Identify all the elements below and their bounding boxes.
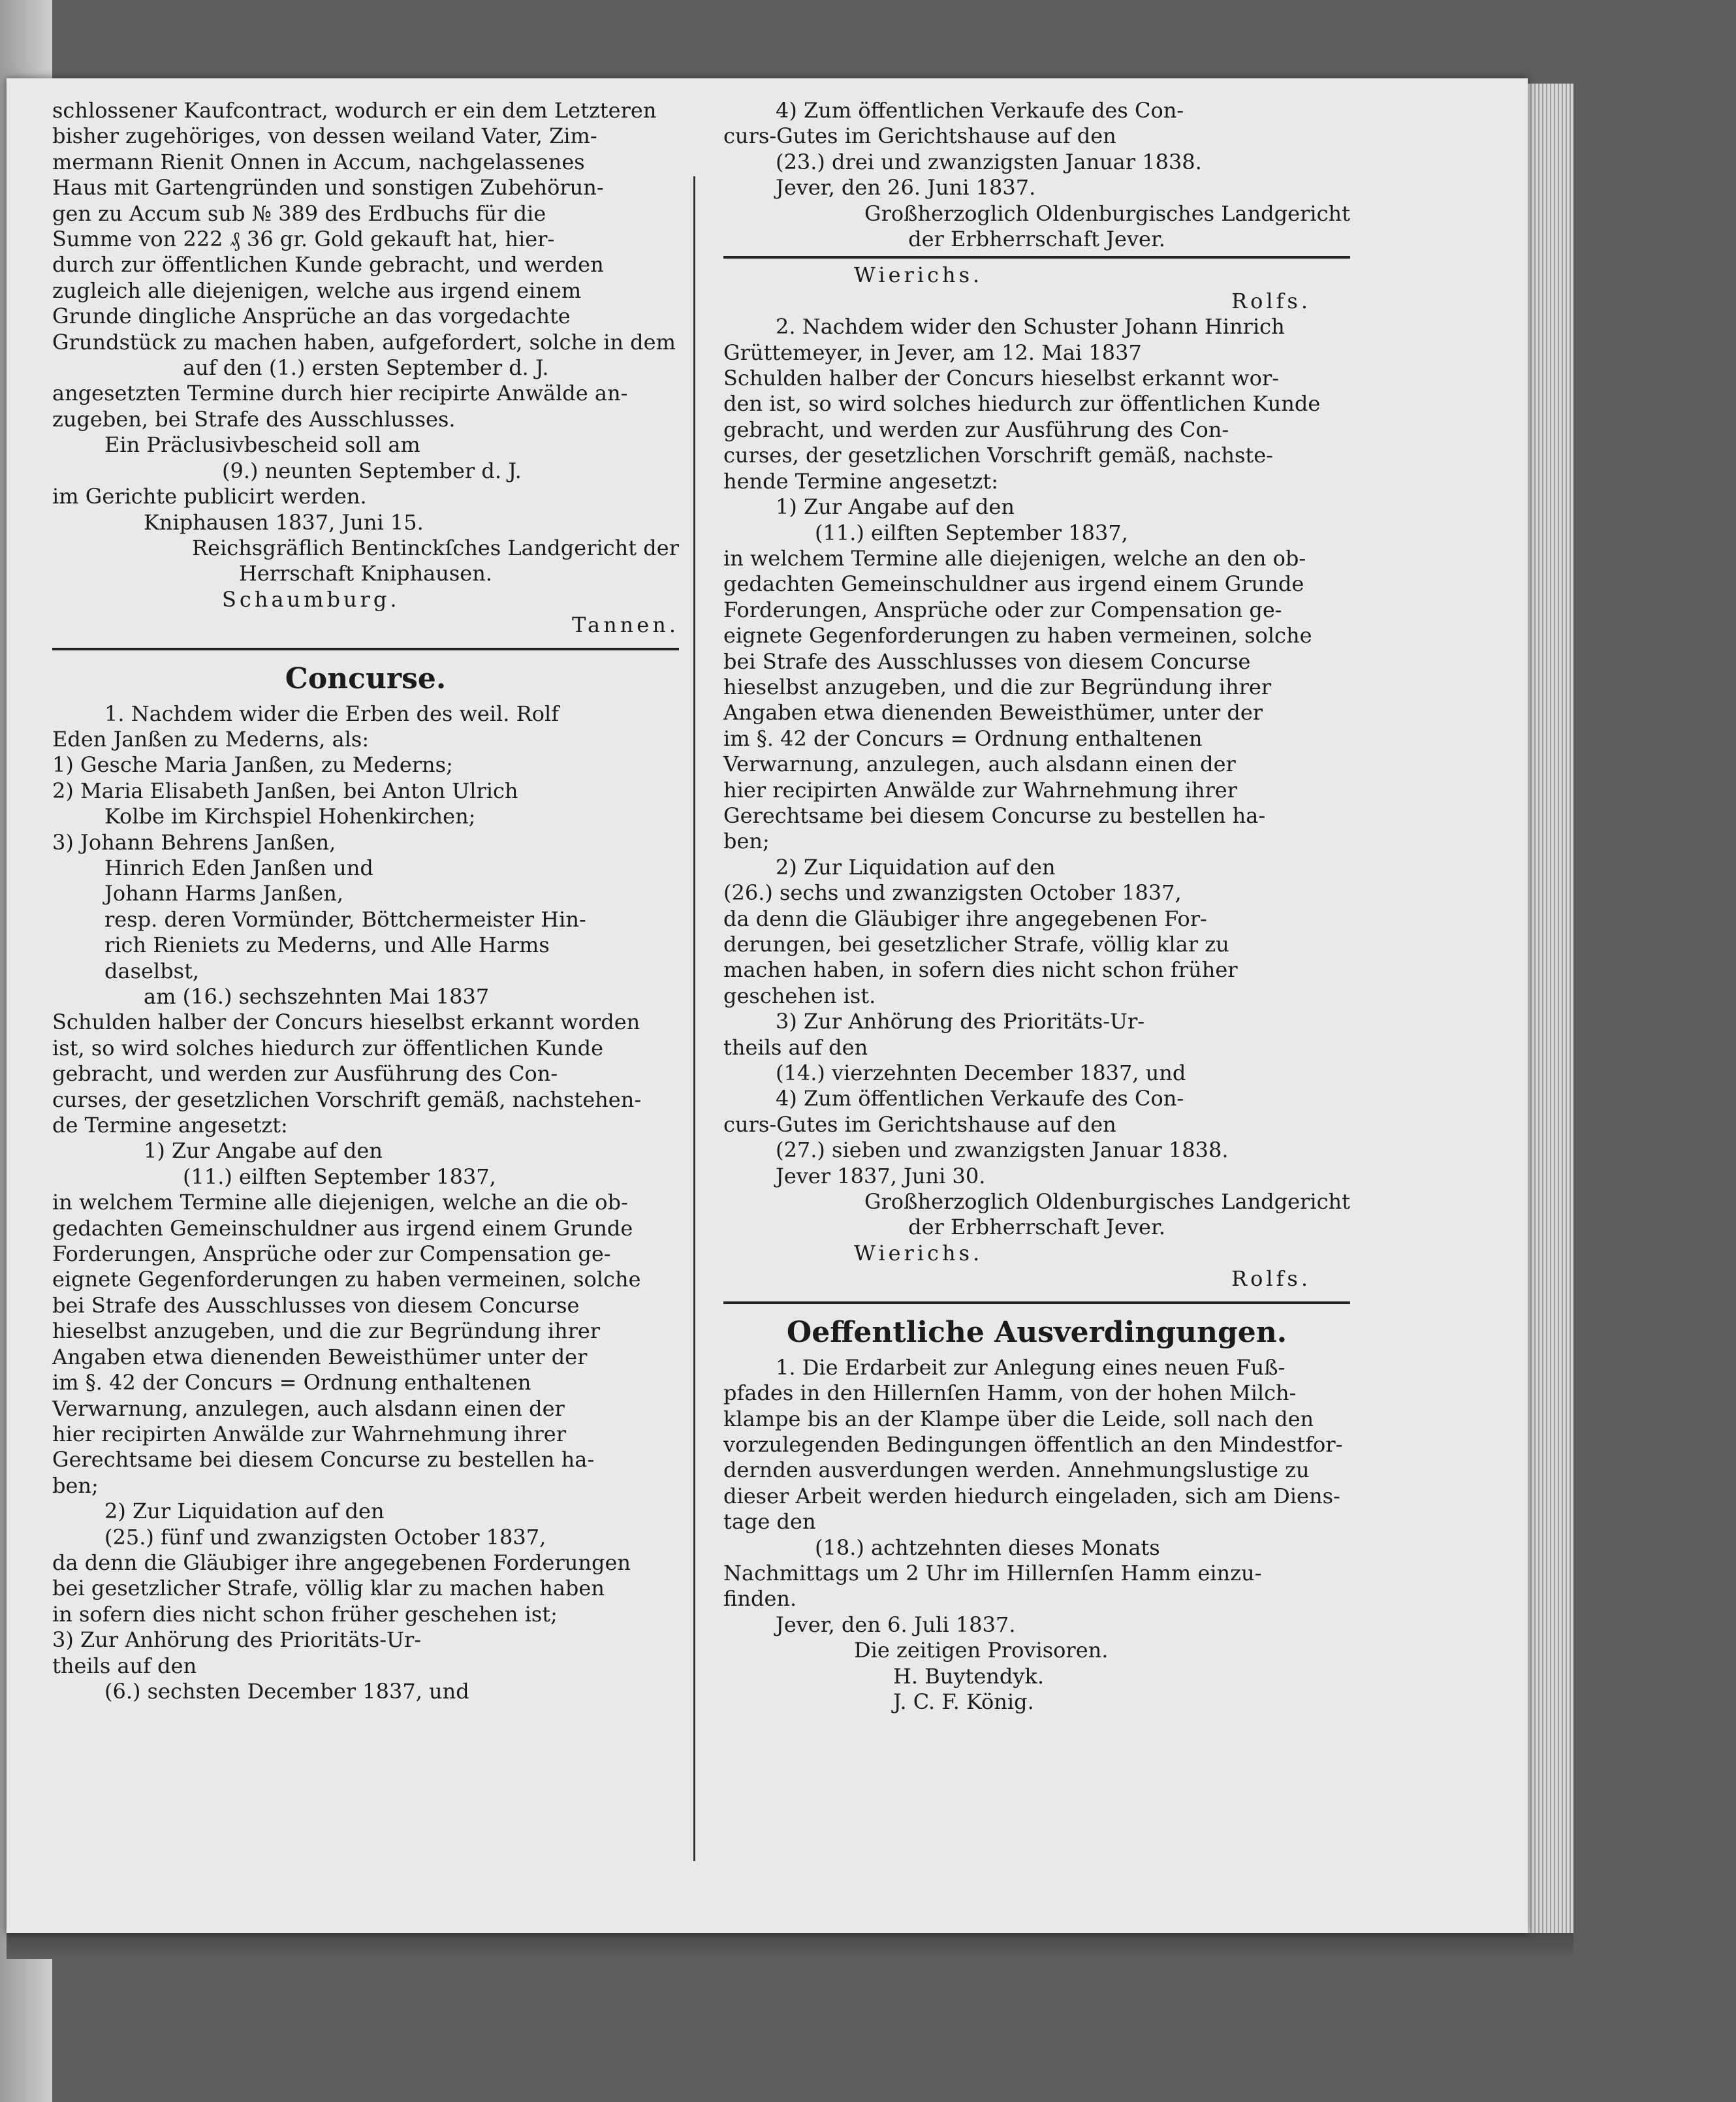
text-line: 1. Nachdem wider die Erben des weil. Rolf	[104, 701, 560, 726]
text-line: pfades in den Hillernſen Hamm, von der hohen Milch-	[723, 1380, 1297, 1406]
court-name: der Erbherrschaft Jever.	[908, 1215, 1165, 1240]
text-line: curses, der gesetzlichen Vorschrift gemäß, nachstehen-	[52, 1087, 642, 1112]
text-line: curs-Gutes im Gerichtshause auf den	[723, 1111, 1116, 1137]
text-line: in welchem Termine alle diejenigen, welche an die ob-	[52, 1190, 628, 1215]
text-line: bei gesetzlicher Strafe, völlig klar zu machen haben	[52, 1576, 605, 1601]
column-divider	[693, 176, 695, 1861]
court-name: der Erbherrschaft Jever.	[908, 227, 1165, 252]
date-line: (23.) drei und zwanzigsten Januar 1838.	[776, 149, 1202, 174]
text-line: mermann Rienit Onnen in Accum, nachgelassenes	[52, 149, 585, 174]
place-date: Kniphausen 1837, Juni 15.	[144, 509, 424, 535]
text-line: hieselbst anzugeben, und die zur Begründung ihrer	[52, 1318, 601, 1344]
term-label: 2) Zur Liquidation auf den	[104, 1499, 385, 1524]
text-line: da denn die Gläubiger ihre angegebenen For-	[723, 906, 1207, 931]
date-line: (11.) eilften September 1837,	[815, 520, 1128, 545]
text-line: hier recipirten Anwälde zur Wahrnehmung ihrer	[52, 1421, 567, 1446]
text-line: finden.	[723, 1586, 797, 1612]
text-line: bisher zugehöriges, von dessen weiland Vater, Zim-	[52, 123, 597, 149]
heir-line: daselbst,	[104, 958, 200, 983]
text-line: gedachten Gemeinschuldner aus irgend einem Grunde	[723, 571, 1304, 597]
court-name: Großherzoglich Oldenburgisches Landgericht	[864, 200, 1350, 226]
section-rule	[723, 1301, 1350, 1304]
text-line: Grunde dingliche Ansprüche an das vorgedachte	[52, 304, 571, 329]
text-line: de Termine angesetzt:	[52, 1113, 288, 1138]
signer-name: J. C. F. König.	[893, 1689, 1034, 1714]
text-line: ben;	[723, 829, 770, 854]
text-line: da denn die Gläubiger ihre angegebenen Forderungen	[52, 1550, 631, 1575]
text-line: Gerechtsame bei diesem Concurse zu bestellen ha-	[52, 1447, 595, 1473]
text-line: den ist, so wird solches hiedurch zur öffentlichen Kunde	[723, 391, 1321, 417]
book-page-edges	[1528, 84, 1573, 1933]
heir-line: resp. deren Vormünder, Böttchermeister Hin-	[104, 906, 586, 932]
date-line: (26.) sechs und zwanzigsten October 1837,	[723, 880, 1182, 906]
heir-line: Kolbe im Kirchspiel Hohenkirchen;	[104, 804, 476, 829]
text-line: Ein Präclusivbescheid soll am	[104, 432, 420, 458]
term-label: 3) Zur Anhörung des Prioritäts-Ur-	[52, 1627, 422, 1653]
text-line: Forderungen, Ansprüche oder zur Compensation ge-	[52, 1241, 611, 1267]
section-rule	[52, 648, 679, 650]
text-line: gedachten Gemeinschuldner aus irgend einem Grunde	[52, 1215, 633, 1241]
text-line: Grüttemeyer, in Jever, am 12. Mai 1837	[723, 340, 1142, 365]
term-label: 4) Zum öffentlichen Verkaufe des Con-	[776, 1086, 1184, 1111]
official-signature: Wierichs.	[854, 1240, 983, 1266]
text-line: Forderungen, Ansprüche oder zur Compensation ge-	[723, 597, 1282, 622]
signers-title: Die zeitigen Provisoren.	[854, 1638, 1109, 1663]
place-date: Jever, den 6. Juli 1837.	[776, 1612, 1016, 1637]
date-line: (6.) sechsten December 1837, und	[104, 1678, 469, 1704]
date-line: (27.) sieben und zwanzigsten Januar 1838.	[776, 1138, 1229, 1163]
text-line: Schulden halber der Concurs hieselbst erkannt worden	[52, 1010, 640, 1035]
text-line: gen zu Accum sub № 389 des Erdbuchs für die	[52, 200, 546, 226]
scan-bottom-shadow	[7, 1933, 1573, 1959]
text-line: Schulden halber der Concurs hieselbst erkannt wor-	[723, 366, 1280, 391]
text-line: angesetzten Termine durch hier recipirte Anwälde an-	[52, 381, 628, 406]
text-line: in welchem Termine alle diejenigen, welche an den ob-	[723, 545, 1306, 571]
text-line: machen haben, in sofern dies nicht schon früher	[723, 957, 1238, 983]
text-line: derungen, bei gesetzlicher Strafe, völlig klar zu	[723, 932, 1229, 957]
text-line: hieselbst anzugeben, und die zur Begründung ihrer	[723, 674, 1272, 699]
date-line: (11.) eilften September 1837,	[183, 1164, 496, 1189]
text-line: gebracht, und werden zur Ausführung des Con-	[52, 1061, 558, 1087]
heir-line: Hinrich Eden Janßen und	[104, 855, 373, 880]
date-line: (25.) fünf und zwanzigsten October 1837,	[104, 1524, 546, 1550]
text-line: Verwarnung, anzulegen, auch alsdann einen der	[52, 1395, 565, 1421]
notice-concurs-1	[52, 701, 679, 1705]
text-line: dieser Arbeit werden hiedurch eingeladen, sich am Diens-	[723, 1483, 1340, 1508]
term-label: 1) Zur Angabe auf den	[776, 494, 1015, 520]
heir-line: 2) Maria Elisabeth Janßen, bei Anton Ulrich	[52, 778, 518, 803]
notice-kaufcontract	[52, 98, 679, 639]
text-line: durch zur öffentlichen Kunde gebracht, und werden	[52, 252, 604, 278]
text-line: bei Strafe des Ausschlusses von diesem Concurse	[723, 648, 1251, 674]
date-line: (14.) vierzehnten December 1837, und	[776, 1060, 1186, 1086]
text-line: hier recipirten Anwälde zur Wahrnehmung ihrer	[723, 777, 1238, 803]
text-line: dernden ausverdungen werden. Annehmungslustige zu	[723, 1457, 1310, 1483]
text-line: im §. 42 der Concurs = Ordnung enthaltenen	[52, 1370, 531, 1395]
text-line: Gerechtsame bei diesem Concurse zu bestellen ha-	[723, 803, 1266, 828]
text-line: geschehen ist.	[723, 983, 876, 1008]
term-label: 3) Zur Anhörung des Prioritäts-Ur-	[776, 1009, 1145, 1034]
text-line: eignete Gegenforderungen zu haben vermeinen, solche	[52, 1267, 641, 1292]
text-line: Verwarnung, anzulegen, auch alsdann einen der	[723, 752, 1236, 777]
text-line: tage den	[723, 1509, 816, 1535]
date-line: auf den (1.) ersten September d. J.	[183, 355, 549, 381]
text-line: ben;	[52, 1473, 99, 1498]
place-date: Jever 1837, Juni 30.	[776, 1163, 986, 1188]
term-label: 2) Zur Liquidation auf den	[776, 854, 1056, 880]
notice-concurs-2	[723, 314, 1350, 1292]
text-line: Grundstück zu machen haben, aufgefordert, solche in dem	[52, 329, 676, 355]
court-name: Großherzoglich Oldenburgisches Landgericht	[864, 1189, 1350, 1215]
text-line: Summe von 222 ₰ 36 gr. Gold gekauft hat, hier-	[52, 227, 555, 252]
text-line: theils auf den	[723, 1034, 868, 1060]
official-signature: Tannen.	[572, 613, 679, 638]
text-line: eignete Gegenforderungen zu haben vermeinen, solche	[723, 623, 1312, 648]
court-name: Reichsgräflich Bentinckſches Landgericht der	[192, 535, 679, 560]
text-line: Haus mit Gartengründen und sonstigen Zubehörun-	[52, 175, 604, 200]
text-line: zugeben, bei Strafe des Ausschlusses.	[52, 406, 456, 432]
heir-line: Johann Harms Janßen,	[104, 881, 343, 906]
official-signature: Rolfs.	[1231, 288, 1311, 313]
text-line: gebracht, und werden zur Ausführung des Con-	[723, 417, 1229, 442]
notice-concurs-1-cont	[723, 98, 1350, 252]
text-line: schlossener Kaufcontract, wodurch er ein dem Letzteren	[52, 98, 657, 123]
date-line: (9.) neunten September d. J.	[222, 458, 522, 483]
text-line: 1. Die Erdarbeit zur Anlegung eines neuen Fuß-	[776, 1354, 1286, 1380]
text-line: Angaben etwa dienenden Beweisthümer unter der	[52, 1344, 588, 1369]
text-line: bei Strafe des Ausschlusses von diesem Concurse	[52, 1292, 580, 1318]
official-signature: Rolfs.	[1231, 1266, 1311, 1292]
heir-line: 1) Gesche Maria Janßen, zu Mederns;	[52, 752, 453, 778]
heir-line: 3) Johann Behrens Janßen,	[52, 829, 336, 855]
term-label: 4) Zum öffentlichen Verkaufe des Con-	[776, 98, 1184, 123]
date-line: am (16.) sechszehnten Mai 1837	[144, 984, 490, 1009]
right-column	[723, 98, 1350, 1715]
official-signature: Schaumburg.	[222, 586, 400, 612]
text-line: im Gerichte publicirt werden.	[52, 484, 367, 509]
signer-name: H. Buytendyk.	[893, 1663, 1044, 1689]
official-signature: Wierichs.	[854, 263, 983, 288]
section-heading-ausverdingungen: Oeffentliche Ausverdingungen.	[786, 1315, 1287, 1349]
place-date: Jever, den 26. Juni 1837.	[776, 175, 1036, 200]
text-line: im §. 42 der Concurs = Ordnung enthaltenen	[723, 725, 1203, 751]
text-line: in sofern dies nicht schon früher geschehen ist;	[52, 1601, 558, 1627]
text-line: klampe bis an der Klampe über die Leide, soll nach den	[723, 1406, 1314, 1431]
text-line: vorzulegenden Bedingungen öffentlich an den Mindestfor-	[723, 1431, 1343, 1457]
notice-ausverdingung-1	[723, 1355, 1350, 1715]
text-line: hende Termine angesetzt:	[723, 468, 998, 494]
signature-rule	[723, 256, 1350, 259]
text-line: Eden Janßen zu Mederns, als:	[52, 726, 370, 752]
date-line: (18.) achtzehnten dieses Monats	[815, 1535, 1160, 1560]
text-line: zugleich alle diejenigen, welche aus irgend einem	[52, 278, 582, 303]
text-line: theils auf den	[52, 1653, 197, 1678]
text-line: 2. Nachdem wider den Schuster Johann Hinrich	[776, 314, 1285, 340]
text-line: ist, so wird solches hiedurch zur öffentlichen Kunde	[52, 1035, 604, 1060]
court-name: Herrschaft Kniphausen.	[238, 561, 492, 586]
term-label: 1) Zur Angabe auf den	[144, 1138, 383, 1164]
text-line: curs-Gutes im Gerichtshause auf den	[723, 123, 1116, 149]
text-line: Angaben etwa dienenden Beweisthümer, unter der	[723, 700, 1263, 725]
text-line: curses, der gesetzlichen Vorschrift gemäß, nachste-	[723, 443, 1273, 468]
text-line: Nachmittags um 2 Uhr im Hillernſen Hamm einzu-	[723, 1560, 1262, 1585]
left-column	[52, 98, 679, 1704]
heir-line: rich Rieniets zu Mederns, und Alle Harms	[104, 932, 550, 958]
section-heading-concurse: Concurse.	[285, 661, 447, 695]
